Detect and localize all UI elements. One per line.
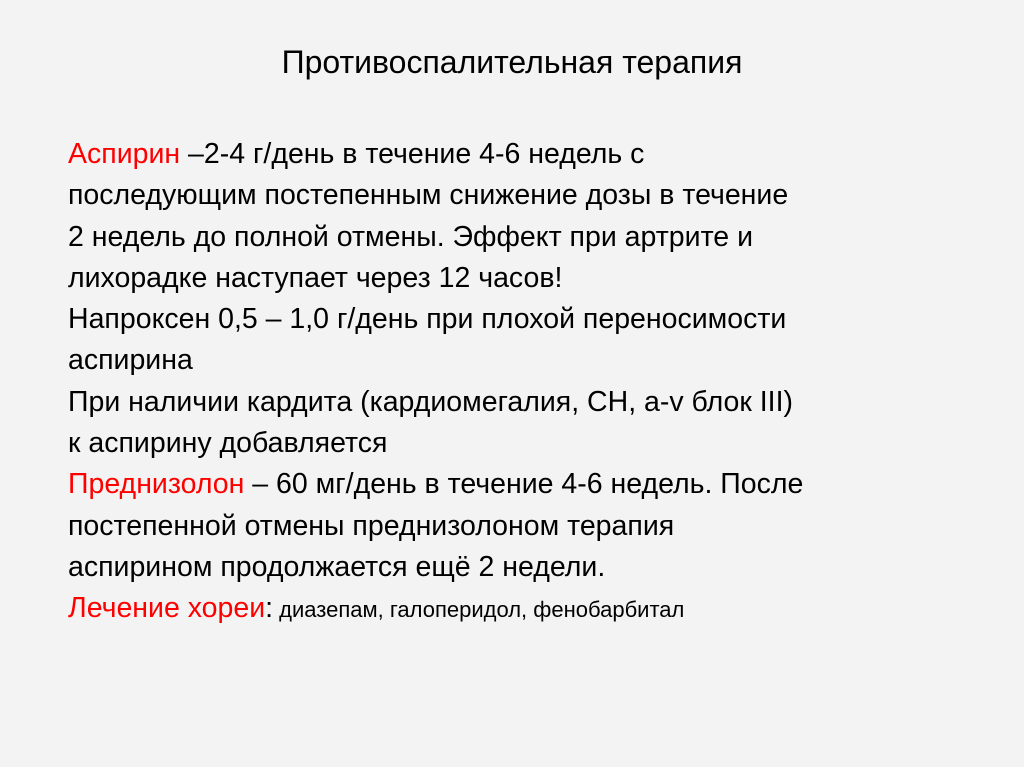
chorea-drugs: диазепам, галоперидол, фенобарбитал bbox=[273, 597, 685, 623]
drug-name-prednisolone: Преднизолон bbox=[68, 468, 245, 501]
body-line: лихорадке наступает через 12 часов! bbox=[68, 261, 563, 294]
body-line-carditis: При наличии кардита (кардиомегалия, СН, a-v блок III) bbox=[68, 385, 794, 418]
body-line: к аспирину добавляется bbox=[68, 427, 388, 460]
body-line: аспирина bbox=[68, 344, 193, 377]
slide-title: Противоспалительная терапия bbox=[281, 44, 743, 80]
body-line-aspirin-dose bbox=[68, 134, 968, 175]
drug-name-aspirin: Аспирин bbox=[68, 138, 181, 170]
body-line: постепенной отмены преднизолоном терапия bbox=[68, 509, 675, 542]
body-line-chorea-treatment bbox=[68, 588, 968, 630]
line-text: –2-4 г/день в течение 4-6 недель с bbox=[180, 138, 645, 170]
slide-body bbox=[68, 134, 968, 631]
body-line: аспирином продолжается ещё 2 недели. bbox=[68, 550, 606, 583]
body-line-prednisolone-dose bbox=[68, 464, 968, 505]
line-text: : bbox=[265, 592, 274, 625]
line-text: – 60 мг/день в течение 4-6 недель. После bbox=[244, 468, 804, 501]
body-line: последующим постепенным снижение дозы в течение bbox=[68, 179, 789, 212]
chorea-treatment-label: Лечение хореи bbox=[68, 592, 266, 625]
body-line: 2 недель до полной отмены. Эффект при артрите и bbox=[68, 220, 753, 253]
body-line-naproxen: Напроксен 0,5 – 1,0 г/день при плохой переносимости bbox=[68, 303, 787, 336]
